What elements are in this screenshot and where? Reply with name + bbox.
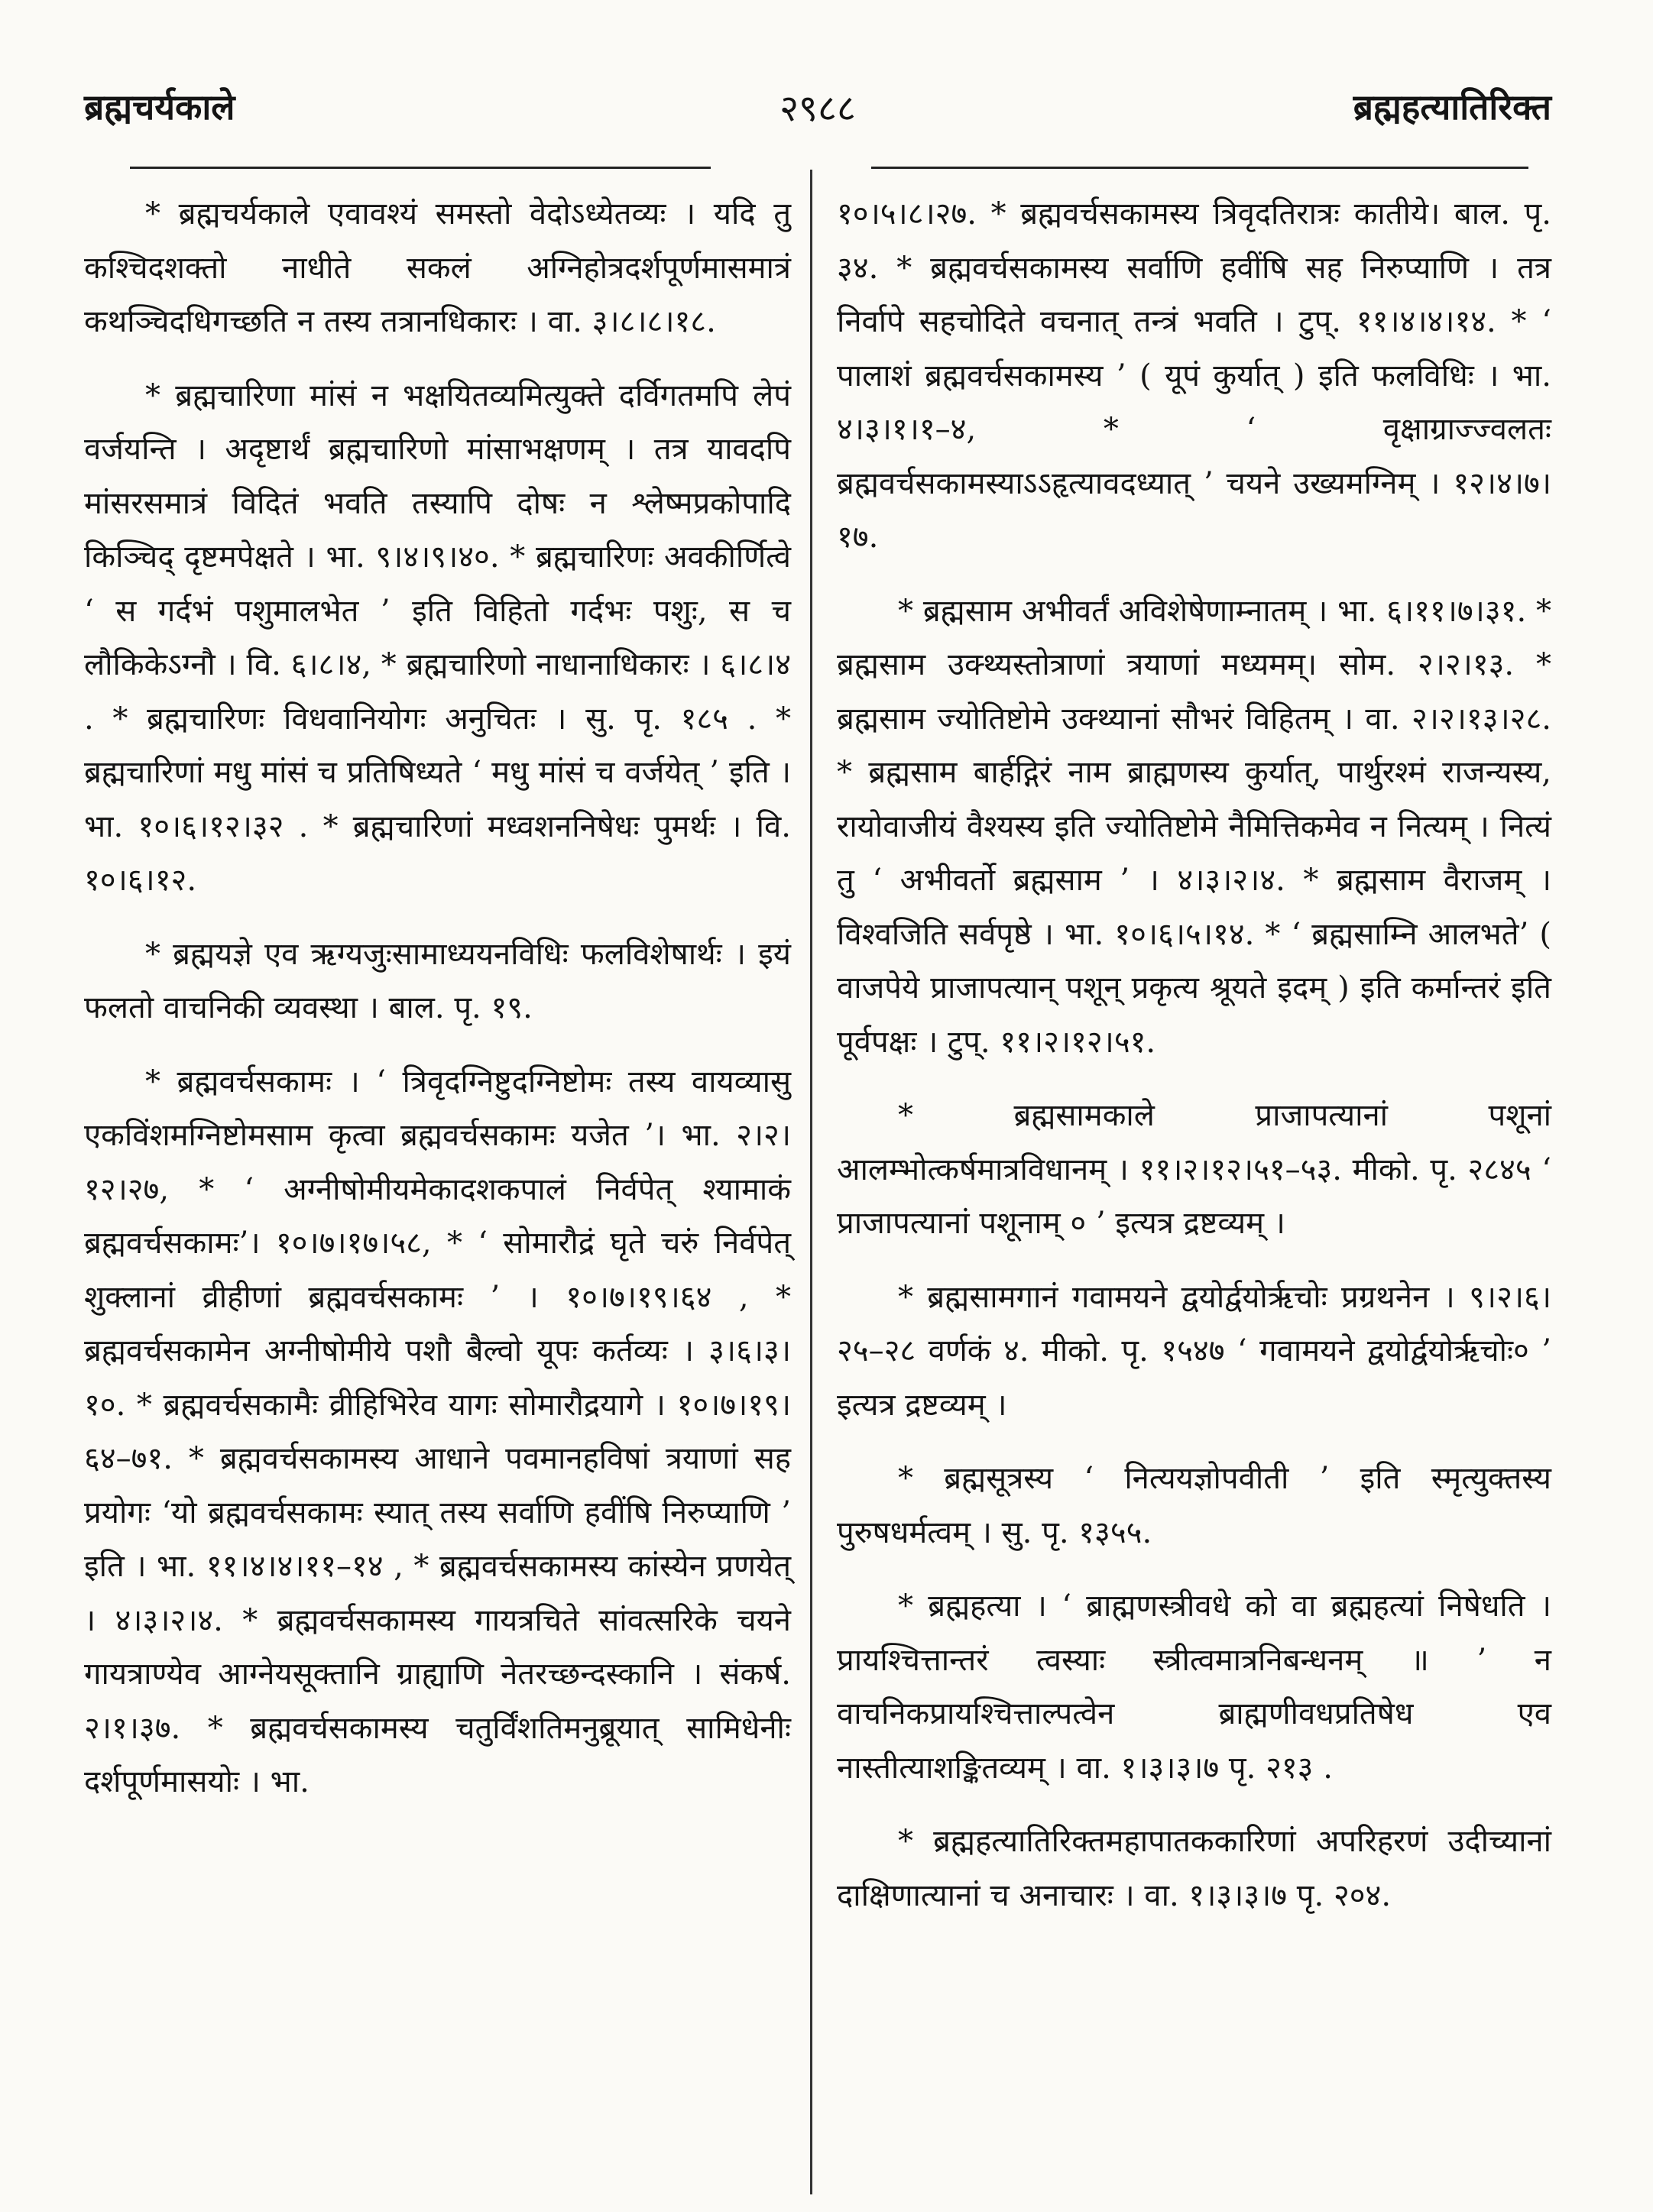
left-column: [84, 187, 791, 1829]
entry-brahmasamakale: * ब्रह्मसामकाले प्राजापत्यानां पशूनां आलम्भोत्कर्षमात्रविधानम् । ११।२।१२।५१–५३. मीको. पृ. २८४५ ‘ प्राजापत्यानां पशूनाम् ० ’ इत्यत्र द्रष्टव्यम् ।: [837, 1098, 1551, 1241]
header-rule-left: [130, 167, 711, 169]
page-header: [84, 83, 1551, 144]
header-right-guideword: ब्रह्महत्यातिरिक्त: [1353, 86, 1551, 128]
entry-brahmasamaganam: * ब्रह्मसामगानं गवामयने द्वयोर्द्वयोर्ऋचोः प्रग्रथनेन । ९।२।६।२५–२८ वर्णकं ४. मीको. पृ. १५४७ ‘ गवामयने द्वयोर्द्वयोर्ऋचोः० ’ इत्यत्र द्रष्टव्यम् ।: [837, 1279, 1551, 1423]
page-number: २९८८: [780, 87, 856, 130]
entry-brahmasama: * ब्रह्मसाम अभीवर्तं अविशेषेणाम्नातम् । भा. ६।११।७।३१. * ब्रह्मसाम उक्थ्यस्तोत्राणां त्रयाणां मध्यमम्। सोम. २।२।१३. * ब्रह्मसाम ज्योतिष्टोमे उक्थ्यानां सौभरं विहितम् । वा. २।२।१३।२८. * ब्रह्मसाम बार्हद्गिरं नाम ब्राह्मणस्य कुर्यात्, पार्थुरश्मं राजन्यस्य, रायोवाजीयं वैश्यस्य इति ज्योतिष्टोमे नैमित्तिकमेव न नित्यम् । नित्यं तु ‘ अभीवर्तो ब्रह्मसाम ’ । ४।३।२।४. * ब्रह्मसाम वैराजम् । विश्वजिति सर्वपृष्ठे । भा. १०।६।५।१४. * ‘ ब्रह्मसाम्नि आलभते’ ( वाजपेये प्राजापत्यान् पशून् प्रकृत्य श्रूयते इदम् ) इति कर्मान्तरं इति पूर्वपक्षः । टुप्. ११।२।१२।५१.: [837, 593, 1551, 1060]
entry-brahmahatya: * ब्रह्महत्या । ‘ ब्राह्मणस्त्रीवधे को वा ब्रह्महत्यां निषेधति । प्रायश्चित्तान्तरं त्वस्याः स्त्रीत्वमात्रनिबन्धनम् ॥ ’ न वाचनिकप्रायश्चित्ताल्पत्वेन ब्राह्मणीवधप्रतिषेध एव नास्तीत्याशङ्कितव्यम् । वा. १।३।३।७ पृ. २१३ .: [837, 1589, 1551, 1786]
entry-brahmayajne: * ब्रह्मयज्ञे एव ऋग्यजुःसामाध्ययनविधिः फलविशेषार्थः । इयं फलतो वाचनिकी व्यवस्था । बाल. पृ. १९.: [84, 936, 791, 1025]
right-column: [837, 187, 1551, 1942]
column-divider: [810, 170, 812, 2194]
header-left-guideword: ब्रह्मचर्यकाले: [84, 86, 235, 128]
entry-brahmavarchasakamah: * ब्रह्मवर्चसकामः । ‘ त्रिवृदग्निष्टुदग्निष्टोमः तस्य वायव्यासु एकविंशमग्निष्टोमसाम कृत्वा ब्रह्मवर्चसकामः यजेत ’। भा. २।२।१२।२७, * ‘ अग्नीषोमीयमेकादशकपालं निर्वपेत् श्यामाकं ब्रह्मवर्चसकामः’। १०।७।१७।५८, * ‘ सोमारौद्रं घृते चरुं निर्वपेत् शुक्लानां व्रीहीणां ब्रह्मवर्चसकामः ’ । १०।७।१९।६४ , * ब्रह्मवर्चसकामेन अग्नीषोमीये पशौ बैल्वो यूपः कर्तव्यः । ३।६।३।१०. * ब्रह्मवर्चसकामैः व्रीहिभिरेव यागः सोमारौद्रयागे । १०।७।१९।६४–७१. * ब्रह्मवर्चसकामस्य आधाने पवमानहविषां त्रयाणां सह प्रयोगः ‘यो ब्रह्मवर्चसकामः स्यात् तस्य सर्वाणि हवींषि निरुप्याणि ’ इति । भा. ११।४।४।११–१४ , * ब्रह्मवर्चसकामस्य कांस्येन प्रणयेत् । ४।३।२।४. * ब्रह्मवर्चसकामस्य गायत्रचिते सांवत्सरिके चयने गायत्राण्येव आग्नेयसूक्तानि ग्राह्याणि नेतरच्छन्दस्कानि । संकर्ष. २।१।३७. * ब्रह्मवर्चसकामस्य चतुर्विंशतिमनुब्रूयात् सामिधेनीः दर्शपूर्णमासयोः । भा.: [84, 1064, 791, 1799]
entry-brahmacharina: * ब्रह्मचारिणा मांसं न भक्षयितव्यमित्युक्ते दर्विगतमपि लेपं वर्जयन्ति । अदृष्टार्थं ब्रह्मचारिणो मांसाभक्षणम् । तत्र यावदपि मांसरसमात्रं विदितं भवति तस्यापि दोषः न श्लेष्मप्रकोपादि किञ्चिद् दृष्टमपेक्षते । भा. ९।४।९।४०. * ब्रह्मचारिणः अवकीर्णित्वे ‘ स गर्दभं पशुमालभेत ’ इति विहितो गर्दभः पशुः, स च लौकिकेऽग्नौ । वि. ६।८।४, * ब्रह्मचारिणो नाधानाधिकारः । ६।८।४ . * ब्रह्मचारिणः विधवानियोगः अनुचितः । सु. पृ. १८५ . * ब्रह्मचारिणां मधु मांसं च प्रतिषिध्यते ‘ मधु मांसं च वर्जयेत् ’ इति । भा. १०।६।१२।३२ . * ब्रह्मचारिणां मध्वशननिषेधः पुमर्थः । वि. १०।६।१२.: [84, 377, 791, 898]
entry-brahmacharyakale: * ब्रह्मचर्यकाले एवावश्यं समस्तो वेदोऽध्येतव्यः । यदि तु कश्चिदशक्तो नाधीते सकलं अग्निहोत्रदर्शपूर्णमासमात्रं कथञ्चिदधिगच्छति न तस्य तत्रानधिकारः । वा. ३।८।८।१८.: [84, 196, 791, 339]
entry-brahmahatyatirikta: * ब्रह्महत्यातिरिक्तमहापातककारिणां अपरिहरणं उदीच्यानां दाक्षिणात्यानां च अनाचारः । वा. १।३।३।७ पृ. २०४.: [837, 1824, 1551, 1913]
entry-brahmasutrasya: * ब्रह्मसूत्रस्य ‘ नित्ययज्ञोपवीती ’ इति स्मृत्युक्तस्य पुरुषधर्मत्वम् । सु. पृ. १३५५.: [837, 1461, 1551, 1550]
header-rule-right: [871, 167, 1528, 169]
entry-continuation: १०।५।८।२७. * ब्रह्मवर्चसकामस्य त्रिवृदतिरात्रः कातीये। बाल. पृ. ३४. * ब्रह्मवर्चसकामस्य सर्वाणि हवींषि सह निरुप्याणि । तत्र निर्वापे सहचोदिते वचनात् तन्त्रं भवति । टुप्. ११।४।४।१४. * ‘ पालाशं ब्रह्मवर्चसकामस्य ’ ( यूपं कुर्यात् ) इति फलविधिः । भा. ४।३।१।१–४, * ‘ वृक्षाग्राज्ज्वलतः ब्रह्मवर्चसकामस्याऽऽहृत्यावदध्यात् ’ चयने उख्यमग्निम् । १२।४।७।१७.: [837, 196, 1551, 555]
